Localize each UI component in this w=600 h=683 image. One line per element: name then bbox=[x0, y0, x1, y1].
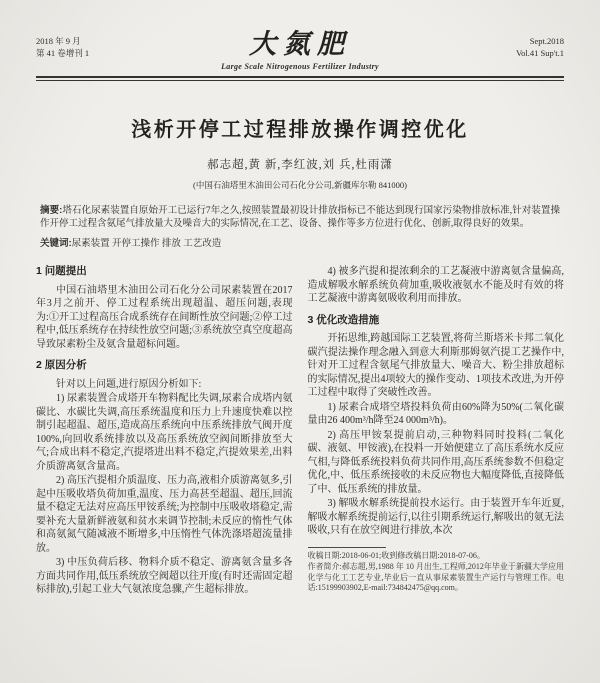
keywords-block bbox=[40, 237, 560, 251]
journal-name-en: Large Scale Nitrogenous Fertilizer Industry bbox=[221, 62, 379, 71]
article-title: 浅析开停工过程排放操作调控优化 bbox=[131, 119, 469, 141]
section-2-heading: 2 原因分析 bbox=[36, 359, 87, 371]
affiliation-line: (中国石油塔里木油田公司石化分公司,新疆库尔勒 841000) bbox=[193, 180, 407, 190]
body-columns bbox=[36, 265, 564, 598]
masthead-right bbox=[444, 35, 564, 59]
footnote-rule bbox=[308, 547, 386, 548]
issue-volume-en: Vol.41 Sup't.1 bbox=[516, 47, 564, 58]
footnote-received-dates: 收稿日期:2018-06-01;收到修改稿日期:2018-07-06。 bbox=[307, 550, 485, 560]
journal-masthead bbox=[36, 22, 564, 71]
section-3-item-3: 3) 解吸水解系统提前投水运行。由于装置开车年近夏,解吸水解系统提前运行,以往引期系统运行,解吸出的氨无法吸收,只有在放空阀进行排放,本次 bbox=[307, 498, 564, 536]
section-1-paragraph: 中国石油塔里木油田公司石化分公司尿素装置在2017年3月之前开、停工过程系统出现超温、超压问题,表现为:①开工过程高压合成系统存在间断性放空问题;②停工过程中,低压系统存在持续性放空问题;③系统放空真空度超高导致尿素粉尘及氨含量超标问题。 bbox=[36, 284, 293, 350]
abstract-block bbox=[40, 204, 560, 231]
author-line: 郝志超,黄 新,李红波,刘 兵,杜雨潇 bbox=[207, 159, 393, 171]
journal-logo: 大氮肥 bbox=[249, 29, 351, 60]
section-3-item-1: 1) 尿素合成塔空塔投料负荷由60%降为50%(二氧化碳量由26 400m³/h降至24 000m³/h)。 bbox=[307, 401, 564, 426]
left-column bbox=[36, 265, 293, 598]
section-2-item-3: 3) 中压负荷后移、物料介质不稳定、游离氨含量多各方面共同作用,低压系统放空阀超以往开度(有时还需固定超标排放),引起工业大气氨浓度急骤,产生超标排放。 bbox=[36, 557, 293, 595]
issue-volume-cn: 第 41 卷增刊 1 bbox=[36, 47, 90, 58]
masthead-left bbox=[36, 35, 156, 59]
right-column bbox=[308, 265, 565, 598]
keywords-text: 尿素装置 开停工操作 排放 工艺改造 bbox=[71, 239, 222, 249]
section-3-paragraph: 开拓思维,跨越国际工艺装置,将荷兰斯塔米卡邦二氧化碳汽提法操作理念融入到意大利斯那姆氨汽提工艺操作中,针对开工过程含氨尾气排放量大、噪音大、粉尘排放超标的实际情况,提出4项较大的操作变动、1项技术改进,为开停工过程中取得了突破性改善。 bbox=[307, 333, 564, 398]
footnote-author-bio: 作者简介:郝志超,男,1988 年 10 月出生,工程师,2012年毕业于新疆大学应用化学与化工工艺专业,毕业后一直从事尿素装置生产运行与管理工作。电话:15199903902,E-mail:734842475@qq.com。 bbox=[307, 562, 564, 592]
section-2-intro: 针对以上问题,进行原因分析如下: bbox=[56, 378, 202, 390]
section-1-heading: 1 问题提出 bbox=[36, 265, 87, 277]
abstract-text: 塔石化尿素装置自原始开工已运行7年之久,按照装置最初设计排放指标已不能达到现行国家污染物排放标准,针对装置操作开停工过程含氨尾气排放量大及噪音大的实际情况,在工艺、设备、操作等多方位进行优化、创新,取得良好的效果。 bbox=[40, 206, 560, 229]
issue-date-en: Sept.2018 bbox=[529, 35, 564, 46]
section-2-item-2: 2) 高压汽提相介质温度、压力高,液相介质游离氨多,引起中压吸收塔负荷加重,温度、压力高甚至超温、超压,回流量不稳定无法对应高压甲铵系统;为控制中压吸收塔稳定,需要补充大量新鲜液氨和贫水来调节控制;未反应的惰性气体和高氨氮气随减液不断增多,中压惰性气体洗涤塔超流量排放。 bbox=[36, 475, 293, 554]
section-3-item-2: 2) 高压甲铵泵提前启动,三种物料同时投料(二氧化碳、液氨、甲铵液),在投料一开始便建立了高压系统水反应气相,与降低系统投料负荷共同作用,高压系统参数不但稳定优化,中、低压系统接收的未反应物也大幅度降低,直接降低了中、低压系统的排放量。 bbox=[307, 429, 564, 495]
footnote-block bbox=[308, 547, 565, 594]
masthead-rule bbox=[36, 76, 564, 81]
masthead-center bbox=[156, 22, 444, 71]
keywords-label: 关键词: bbox=[40, 238, 72, 249]
section-2-item-1: 1) 尿素装置合成塔开车物料配比失调,尿素合成塔内氨碳比、水碳比失调,高压系统温度和压力上升速度快难以控制引起超温、超压,造成高压系统向中压系统排放气阀开度100%,向回收系统排放以及高压系统放空阀间断排放至大气;合成出料不稳定,汽提塔进出料不稳定,汽提效果差,出料介质游离氨含量高。 bbox=[36, 393, 293, 472]
section-3-heading: 3 优化改造措施 bbox=[307, 313, 380, 326]
section-2-item-4: 4) 被多汽提和提浓剩余的工艺凝液中游离氨含量偏高,造成解吸水解系统负荷加重,吸收液氨水不能及时有效的将工艺凝液中游离氨吸收利用而排放。 bbox=[307, 266, 564, 304]
issue-date-cn: 2018 年 9 月 bbox=[36, 35, 81, 46]
abstract-label: 摘要: bbox=[40, 205, 63, 216]
